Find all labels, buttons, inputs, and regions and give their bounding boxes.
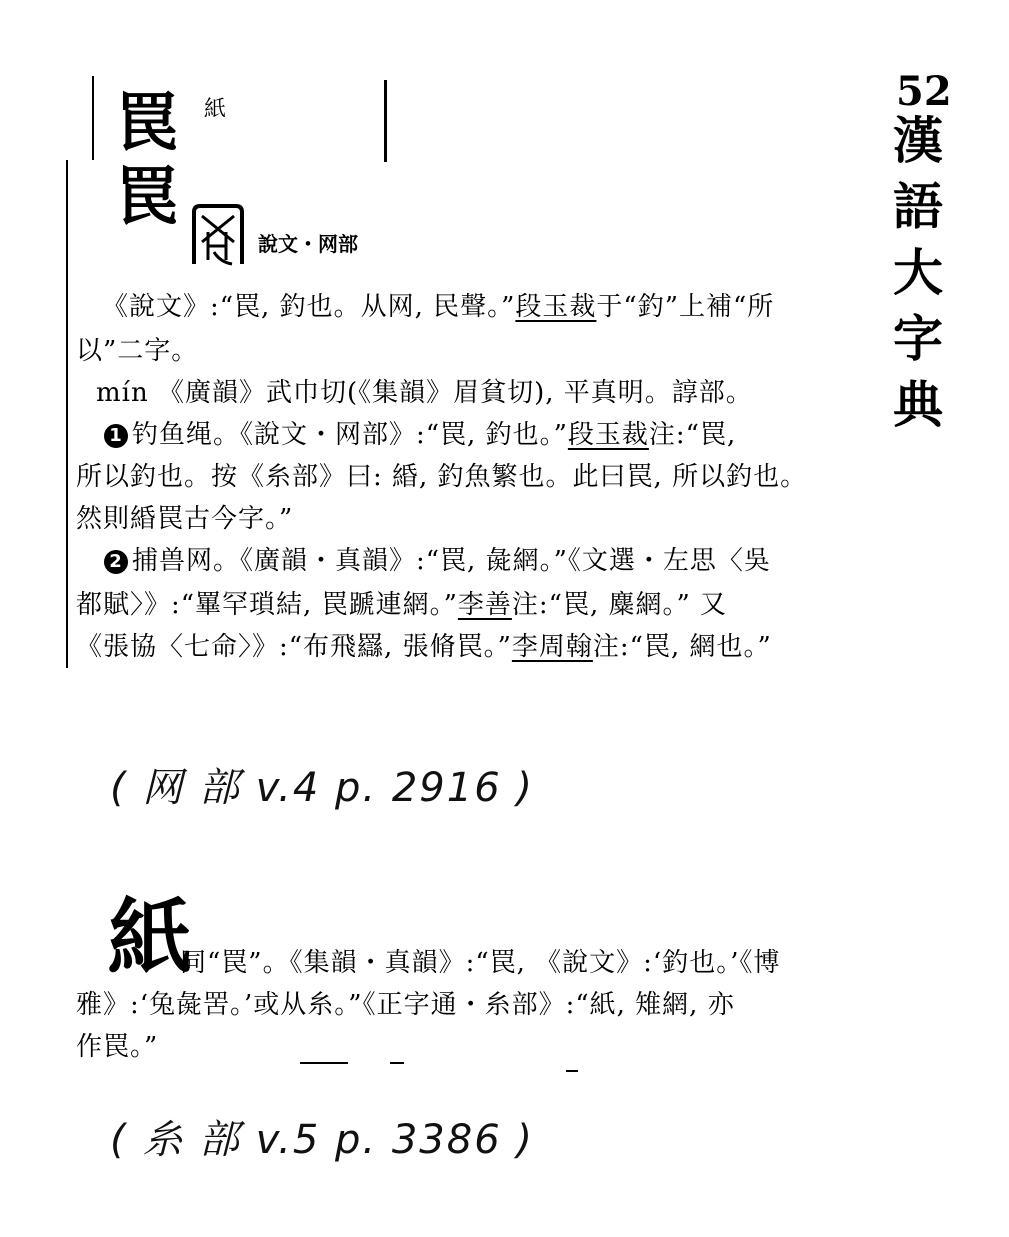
pronunciation-line: mín 《廣韻》武巾切(《集韻》眉貧切), 平真明。諄部。 [96,378,753,408]
seal-script-glyph [188,202,246,279]
volume-title [888,108,948,438]
variant-character: 紙 [204,97,227,122]
volume-title-char: 字 [893,309,943,368]
header-rule-left [92,76,94,160]
head-character: 罠 [116,86,179,159]
sense-number-badge: 2 [104,550,128,574]
underlined-name: 李周翰 [511,632,593,662]
text-segment: 注:“罠, [648,420,737,450]
volume-title-char: 語 [893,177,943,236]
text-segment: 《張協〈七命〉》:“布飛羉, 張脩罠。” [76,632,512,662]
entry-margin-rule [66,160,68,668]
volume-title-char: 漢 [893,111,943,170]
head-character: 紙 [108,888,193,987]
divider-dash [566,1070,578,1072]
underlined-name: 段玉裁 [567,420,649,450]
head-character-repeat: 罠 [116,160,179,233]
text-line [104,414,736,456]
divider-dash [300,1062,348,1064]
volume-title-char: 典 [893,375,943,434]
page-number: 52 [896,68,952,115]
text-segment: 注:“罠, 網也。” [592,632,772,662]
text-line [102,286,774,328]
text-line [76,584,727,626]
text-line: 雅》:‘兔彘罟。’或从糸。”《正字通・糸部》:“紙, 雉網, 亦 [76,990,735,1020]
text-line: 所以釣也。按《糸部》曰: 緍, 釣魚繁也。此曰罠, 所以釣也。 [76,462,808,492]
text-line [104,540,771,582]
handwritten-reference: ( 网 部 v.4 p. 2916 ) [110,765,534,811]
text-segment: 捕兽网。《廣韻・真韻》:“罠, 彘網。”《文選・左思〈吳 [132,546,771,576]
text-line: 作罠。” [76,1032,159,1062]
handwritten-reference: ( 糸 部 v.5 p. 3386 ) [110,1117,534,1163]
text-line: 同“罠”。《集韻・真韻》:“罠, 《說文》:‘釣也。’《博 [180,948,781,978]
volume-title-char: 大 [893,243,943,302]
underlined-name: 李善 [457,590,512,620]
header-rule-right [384,80,387,162]
text-segment: 于“釣”上補“所 [596,292,775,322]
text-segment: 钓鱼绳。《說文・网部》:“罠, 釣也。” [132,420,568,450]
divider-dash [390,1062,404,1064]
sense-number-badge: 1 [104,424,128,448]
text-line: 然則緍罠古今字。” [76,504,294,534]
text-line: 以”二字。 [76,336,199,366]
seal-script-icon [188,202,246,268]
text-segment: 《說文》:“罠, 釣也。从网, 民聲。” [102,292,516,322]
text-line [76,626,772,668]
underlined-name: 段玉裁 [515,292,597,322]
text-segment: 注:“罠, 麋網。” 又 [511,590,728,620]
text-segment: 都賦〉》:“罼罕瑣結, 罠蹏連網。” [76,590,458,620]
source-tag: 說文・网部 [258,232,358,256]
